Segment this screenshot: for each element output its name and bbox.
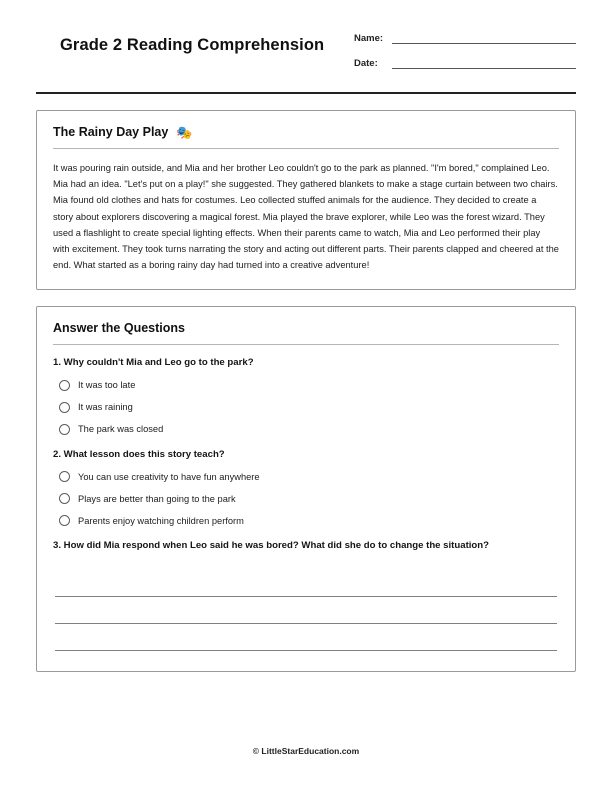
radio-button-icon[interactable]: [59, 424, 70, 435]
choice-option[interactable]: [59, 515, 559, 526]
choice-option[interactable]: [59, 380, 559, 391]
answer-write-line[interactable]: [55, 624, 557, 651]
question-item: [53, 539, 559, 651]
choice-label: Plays are better than going to the park: [78, 493, 236, 504]
date-row: [354, 57, 576, 69]
passage-heading-row: [53, 125, 559, 139]
passage-text: It was pouring rain outside, and Mia and her brother Leo couldn't go to the park as planned. "I'm bored," complained Leo. Mia had an idea. "Let's put on a play!" she suggested. They gathered blankets to make a stage curtain between two chairs. Mia found old clothes and hats for costumes. Leo collected stuffed animals for the audience. They decided to create a story about explorers discovering a magical forest. Mia played the brave explorer, while Leo was the forest wizard. They used a flashlight to create special lighting effects. When their parents came to watch, Mia and Leo performed their play with excitement. They took turns narrating the story and acting out different parts. Their parents clapped and cheered at the end. What started as a boring rainy day had turned into a creative adventure!: [53, 163, 559, 271]
question-item: [53, 356, 559, 435]
passage-title: The Rainy Day Play: [53, 125, 169, 139]
questions-divider: [53, 344, 559, 345]
questions-panel: [36, 306, 576, 672]
question-text: 3. How did Mia respond when Leo said he was bored? What did she do to change the situation?: [53, 540, 490, 552]
question-text: 2. What lesson does this story teach?: [53, 448, 225, 460]
question-item: [53, 448, 559, 527]
name-date-block: [354, 32, 576, 82]
choice-label: It was too late: [78, 380, 136, 391]
name-row: [354, 32, 576, 44]
choice-label: It was raining: [78, 402, 133, 413]
questions-heading-row: [53, 321, 559, 335]
passage-divider: [53, 148, 559, 149]
name-label: Name:: [354, 33, 384, 44]
header-divider: [36, 92, 576, 94]
choice-option[interactable]: [59, 493, 559, 504]
answer-write-line[interactable]: [55, 597, 557, 624]
name-input-line[interactable]: [392, 32, 576, 44]
worksheet-header: [36, 26, 576, 92]
radio-button-icon[interactable]: [59, 493, 70, 504]
footer-credit: © LittleStarEducation.com: [252, 746, 360, 756]
radio-button-icon[interactable]: [59, 471, 70, 482]
choice-option[interactable]: [59, 402, 559, 413]
theater-masks-icon: 🎭: [176, 124, 193, 140]
date-label: Date:: [354, 58, 378, 69]
radio-button-icon[interactable]: [59, 402, 70, 413]
question-text: 1. Why couldn't Mia and Leo go to the park?: [53, 357, 254, 369]
choice-label: You can use creativity to have fun anywhere: [78, 471, 260, 482]
questions-title: Answer the Questions: [53, 321, 185, 336]
answer-lines: [53, 570, 559, 651]
choice-label: Parents enjoy watching children perform: [78, 515, 244, 526]
radio-button-icon[interactable]: [59, 380, 70, 391]
choice-option[interactable]: [59, 471, 559, 482]
choice-option[interactable]: [59, 424, 559, 435]
choice-label: The park was closed: [78, 424, 164, 435]
date-input-line[interactable]: [392, 57, 576, 69]
answer-write-line[interactable]: [55, 570, 557, 597]
page-title: Grade 2 Reading Comprehension: [60, 36, 325, 54]
radio-button-icon[interactable]: [59, 515, 70, 526]
passage-panel: [36, 110, 576, 290]
